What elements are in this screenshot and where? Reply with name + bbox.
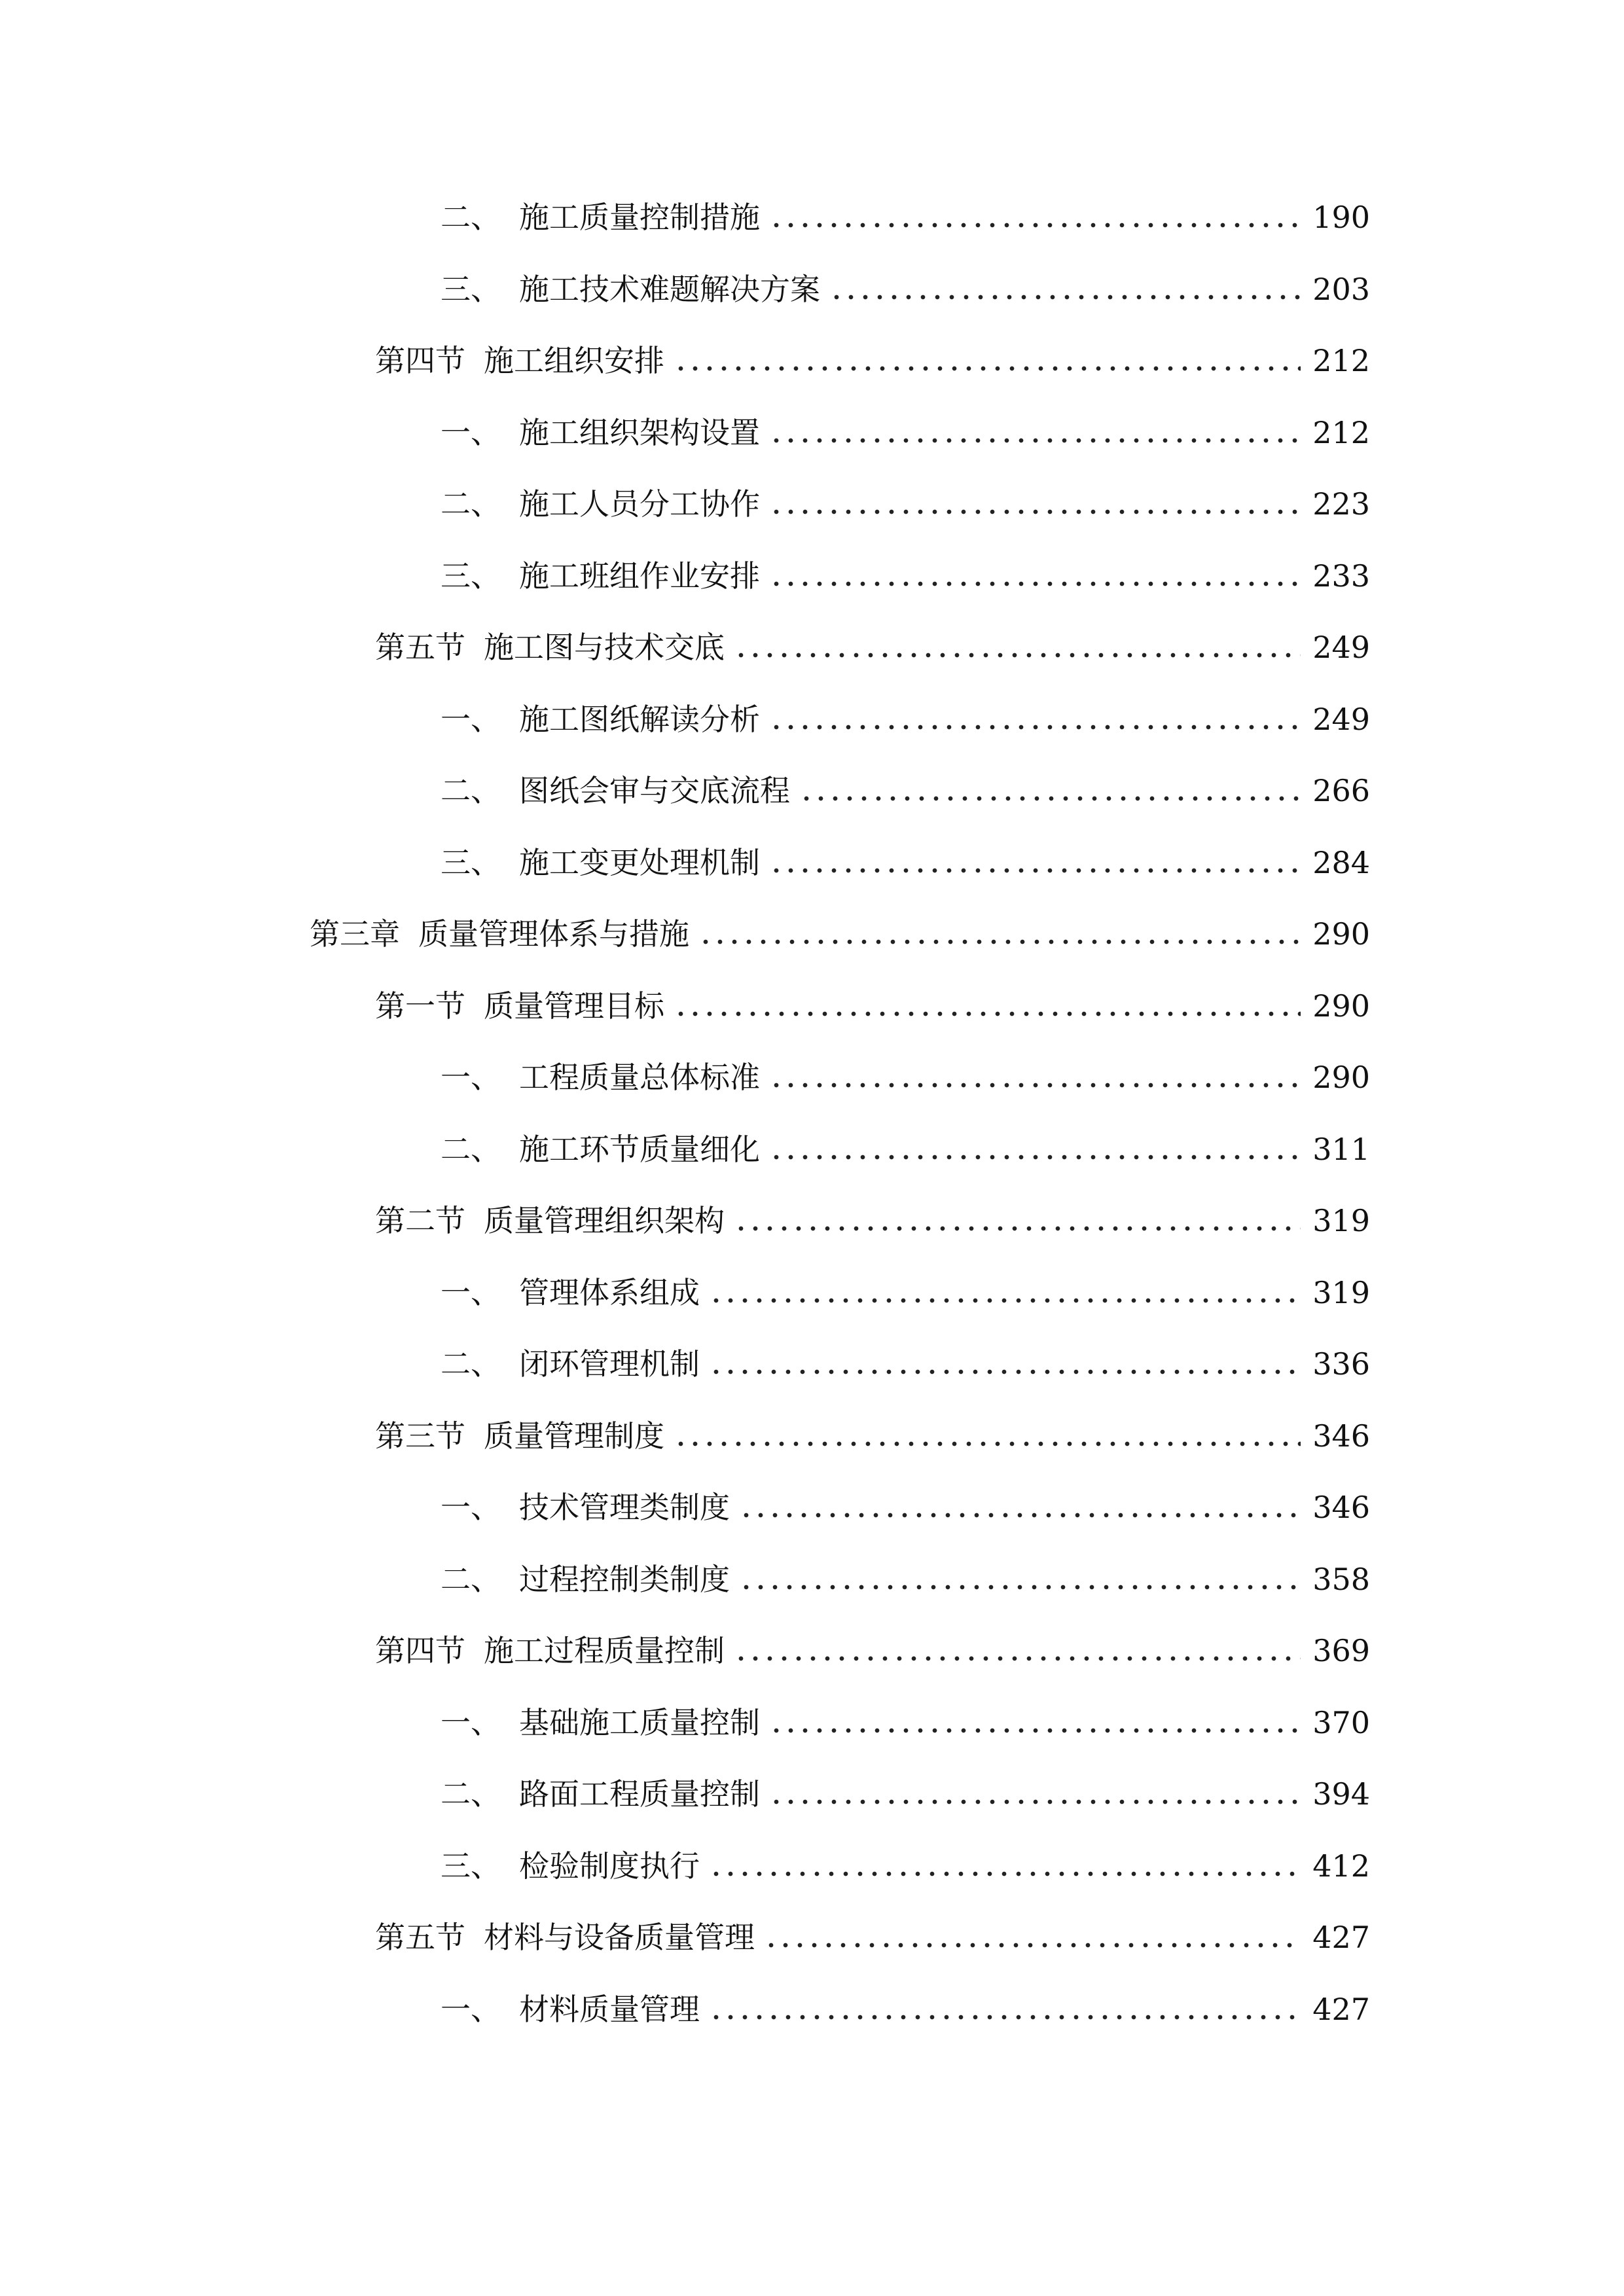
toc-entry[interactable] xyxy=(441,263,1370,315)
toc-entry-title: 质量管理制度 xyxy=(484,1418,664,1454)
toc-entry-page-number: 249 xyxy=(1312,630,1370,665)
toc-entry[interactable] xyxy=(441,764,1370,817)
toc-entry-page-number: 427 xyxy=(1312,1920,1370,1955)
toc-entry-page-number: 203 xyxy=(1312,272,1370,307)
toc-entry-page-number: 233 xyxy=(1312,558,1370,594)
toc-entry-number: 第四节 xyxy=(375,1633,465,1668)
toc-dot-leader xyxy=(799,795,1301,802)
toc-entry[interactable] xyxy=(441,836,1370,889)
toc-dot-leader xyxy=(769,867,1301,874)
toc-entry[interactable] xyxy=(441,1768,1370,1820)
toc-entry-number: 二、 xyxy=(441,1776,501,1812)
toc-dot-leader xyxy=(674,1440,1301,1448)
toc-entry-number: 二、 xyxy=(441,1346,501,1382)
toc-entry-page-number: 212 xyxy=(1312,415,1370,450)
toc-entry-page-number: 370 xyxy=(1312,1705,1370,1740)
toc-entry[interactable] xyxy=(441,550,1370,602)
toc-dot-leader xyxy=(709,2013,1301,2021)
toc-dot-leader xyxy=(709,1297,1301,1304)
toc-entry-title: 施工过程质量控制 xyxy=(484,1633,725,1668)
toc-entry-number: 第四节 xyxy=(375,343,465,378)
toc-dot-leader xyxy=(769,580,1301,588)
toc-entry-number: 第二节 xyxy=(375,1203,465,1238)
toc-entry-number: 三、 xyxy=(441,558,501,594)
toc-entry-page-number: 319 xyxy=(1312,1275,1370,1310)
toc-entry-page-number: 346 xyxy=(1312,1490,1370,1525)
toc-entry-page-number: 290 xyxy=(1312,916,1370,952)
toc-dot-leader xyxy=(769,1081,1301,1089)
toc-entry-title: 施工组织安排 xyxy=(484,343,664,378)
toc-entry-title: 检验制度执行 xyxy=(519,1848,700,1884)
toc-entry-page-number: 284 xyxy=(1312,845,1370,880)
toc-entry-title: 施工环节质量细化 xyxy=(519,1132,760,1167)
toc-entry[interactable] xyxy=(441,478,1370,530)
toc-dot-leader xyxy=(709,1368,1301,1376)
toc-entry[interactable] xyxy=(441,1553,1370,1605)
toc-entry[interactable] xyxy=(441,1840,1370,1892)
toc-entry[interactable] xyxy=(310,908,1370,960)
toc-entry-title: 施工图与技术交底 xyxy=(484,630,725,665)
toc-entry-title: 施工组织架构设置 xyxy=(519,415,760,450)
toc-entry-title: 材料质量管理 xyxy=(519,1992,700,2027)
toc-entry[interactable] xyxy=(441,693,1370,745)
toc-entry-number: 第五节 xyxy=(375,1920,465,1955)
toc-entry-page-number: 290 xyxy=(1312,988,1370,1024)
toc-entry[interactable] xyxy=(375,1194,1370,1247)
toc-entry-title: 质量管理组织架构 xyxy=(484,1203,725,1238)
toc-entry-page-number: 394 xyxy=(1312,1776,1370,1812)
toc-entry[interactable] xyxy=(441,1266,1370,1319)
toc-entry-title: 技术管理类制度 xyxy=(519,1490,730,1525)
toc-entry-title: 路面工程质量控制 xyxy=(519,1776,760,1812)
toc-entry[interactable] xyxy=(375,980,1370,1032)
toc-entry-title: 施工技术难题解决方案 xyxy=(519,272,820,307)
toc-dot-leader xyxy=(734,1655,1301,1662)
toc-entry-page-number: 369 xyxy=(1312,1633,1370,1668)
toc-entry-number: 第三章 xyxy=(310,916,400,952)
toc-dot-leader xyxy=(674,365,1301,372)
toc-entry[interactable] xyxy=(441,1338,1370,1390)
toc-entry-page-number: 212 xyxy=(1312,343,1370,378)
toc-entry-page-number: 249 xyxy=(1312,702,1370,737)
toc-entry[interactable] xyxy=(441,406,1370,459)
toc-entry-page-number: 290 xyxy=(1312,1060,1370,1095)
toc-entry-page-number: 311 xyxy=(1312,1132,1370,1167)
toc-entry-number: 二、 xyxy=(441,486,501,522)
toc-entry-number: 一、 xyxy=(441,1992,501,2027)
toc-entry-number: 三、 xyxy=(441,845,501,880)
toc-entry-page-number: 358 xyxy=(1312,1562,1370,1597)
toc-dot-leader xyxy=(769,437,1301,444)
toc-entry-title: 施工质量控制措施 xyxy=(519,200,760,235)
toc-dot-leader xyxy=(764,1941,1301,1949)
toc-entry[interactable] xyxy=(441,1983,1370,2036)
toc-entry-number: 第一节 xyxy=(375,988,465,1024)
toc-entry-number: 二、 xyxy=(441,773,501,808)
toc-entry-number: 二、 xyxy=(441,1562,501,1597)
toc-entry-number: 一、 xyxy=(441,1060,501,1095)
toc-entry[interactable] xyxy=(375,621,1370,673)
toc-entry-number: 三、 xyxy=(441,1848,501,1884)
toc-entry-number: 一、 xyxy=(441,1490,501,1525)
toc-dot-leader xyxy=(769,1798,1301,1806)
toc-entry[interactable] xyxy=(375,1624,1370,1677)
toc-entry[interactable] xyxy=(441,1051,1370,1103)
toc-dot-leader xyxy=(769,723,1301,731)
toc-entry-title: 基础施工质量控制 xyxy=(519,1705,760,1740)
toc-dot-leader xyxy=(674,1010,1301,1018)
toc-entry-title: 施工变更处理机制 xyxy=(519,845,760,880)
toc-entry-number: 二、 xyxy=(441,1132,501,1167)
toc-entry-title: 施工人员分工协作 xyxy=(519,486,760,522)
toc-entry-number: 一、 xyxy=(441,702,501,737)
toc-entry-title: 管理体系组成 xyxy=(519,1275,700,1310)
toc-dot-leader xyxy=(769,221,1301,229)
toc-entry-number: 三、 xyxy=(441,272,501,307)
toc-entry-page-number: 266 xyxy=(1312,773,1370,808)
toc-dot-leader xyxy=(739,1583,1301,1591)
toc-entry-title: 工程质量总体标准 xyxy=(519,1060,760,1095)
toc-entry[interactable] xyxy=(441,1481,1370,1534)
toc-dot-leader xyxy=(734,1225,1301,1232)
toc-dot-leader xyxy=(769,1727,1301,1734)
toc-dot-leader xyxy=(709,1870,1301,1878)
toc-entry-title: 图纸会审与交底流程 xyxy=(519,773,790,808)
toc-entry[interactable] xyxy=(441,1123,1370,1175)
toc-entry-title: 闭环管理机制 xyxy=(519,1346,700,1382)
toc-entry-title: 施工班组作业安排 xyxy=(519,558,760,594)
toc-entry[interactable] xyxy=(441,1696,1370,1749)
toc-dot-leader xyxy=(769,508,1301,516)
toc-entry-title: 施工图纸解读分析 xyxy=(519,702,760,737)
toc-entry[interactable] xyxy=(375,1911,1370,1964)
toc-entry-page-number: 346 xyxy=(1312,1418,1370,1454)
toc-dot-leader xyxy=(698,938,1301,946)
toc-entry-page-number: 412 xyxy=(1312,1848,1370,1884)
toc-entry-title: 质量管理目标 xyxy=(484,988,664,1024)
toc-entry-number: 第五节 xyxy=(375,630,465,665)
toc-entry-number: 一、 xyxy=(441,1705,501,1740)
toc-entry-number: 一、 xyxy=(441,1275,501,1310)
toc-entry[interactable] xyxy=(375,1410,1370,1462)
toc-dot-leader xyxy=(769,1153,1301,1161)
toc-entry-page-number: 190 xyxy=(1312,200,1370,235)
toc-dot-leader xyxy=(829,293,1301,301)
toc-entry-page-number: 319 xyxy=(1312,1203,1370,1238)
toc-entry-title: 质量管理体系与措施 xyxy=(418,916,689,952)
toc-entry-number: 一、 xyxy=(441,415,501,450)
toc-entry[interactable] xyxy=(375,334,1370,387)
toc-dot-leader xyxy=(739,1511,1301,1519)
toc-entry-title: 材料与设备质量管理 xyxy=(484,1920,755,1955)
toc-entry-title: 过程控制类制度 xyxy=(519,1562,730,1597)
toc-entry-number: 第三节 xyxy=(375,1418,465,1454)
toc-entry-page-number: 336 xyxy=(1312,1346,1370,1382)
toc-entry-number: 二、 xyxy=(441,200,501,235)
toc-entry[interactable] xyxy=(441,191,1370,243)
toc-entry-page-number: 223 xyxy=(1312,486,1370,522)
toc-entry-page-number: 427 xyxy=(1312,1992,1370,2027)
toc-dot-leader xyxy=(734,651,1301,659)
